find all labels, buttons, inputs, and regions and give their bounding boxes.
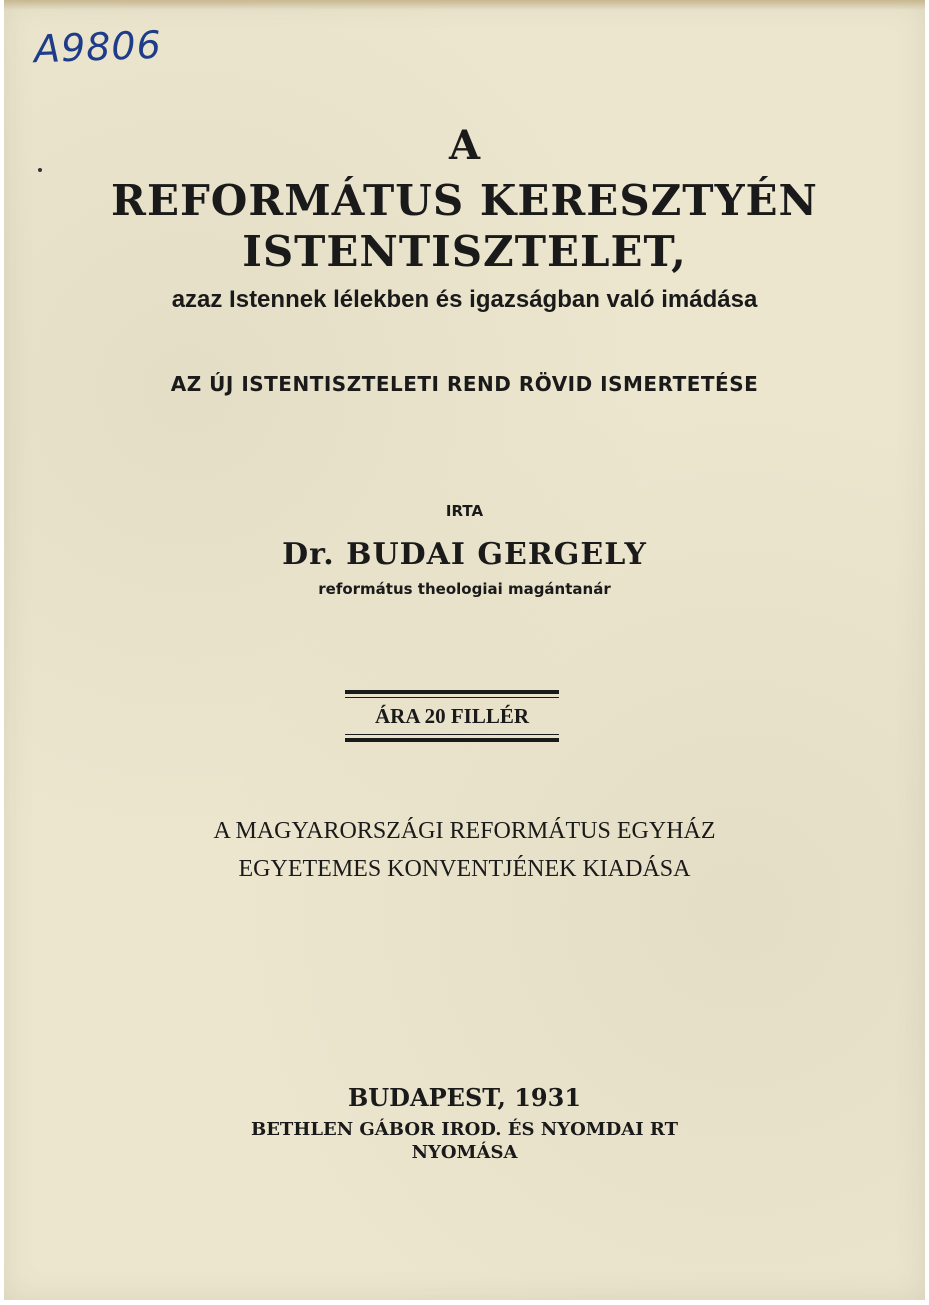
author-position: református theologiai magántanár bbox=[318, 580, 611, 598]
title-line-1: REFORMÁTUS KERESZTYÉN bbox=[111, 176, 818, 225]
handwritten-catalog-number: A9806 bbox=[33, 22, 163, 72]
page-top-edge bbox=[4, 0, 925, 10]
description: AZ ÚJ ISTENTISZTELETI REND RÖVID ISMERTETÉSE bbox=[170, 372, 759, 396]
publisher-line-2: EGYETEMES KONVENTJÉNEK KIADÁSA bbox=[238, 856, 691, 882]
printer-line-2: NYOMÁSA bbox=[411, 1142, 518, 1163]
written-by-label: IRTA bbox=[445, 502, 484, 520]
place-and-year: BUDAPEST, 1931 bbox=[347, 1083, 582, 1112]
author-name: Dr. BUDAI GERGELY bbox=[282, 537, 647, 572]
title-page bbox=[4, 0, 925, 1300]
title-article: A bbox=[448, 122, 481, 169]
publisher-line-1: A MAGYARORSZÁGI REFORMÁTUS EGYHÁZ bbox=[213, 818, 716, 844]
price-box bbox=[345, 690, 559, 742]
price-label: ÁRA 20 FILLÉR bbox=[374, 704, 530, 728]
subtitle: azaz Istennek lélekben és igazságban való imádása bbox=[171, 286, 758, 313]
printer-line-1: BETHLEN GÁBOR IROD. ÉS NYOMDAI RT bbox=[251, 1119, 678, 1140]
title-line-2: ISTENTISZTELET, bbox=[242, 227, 687, 276]
